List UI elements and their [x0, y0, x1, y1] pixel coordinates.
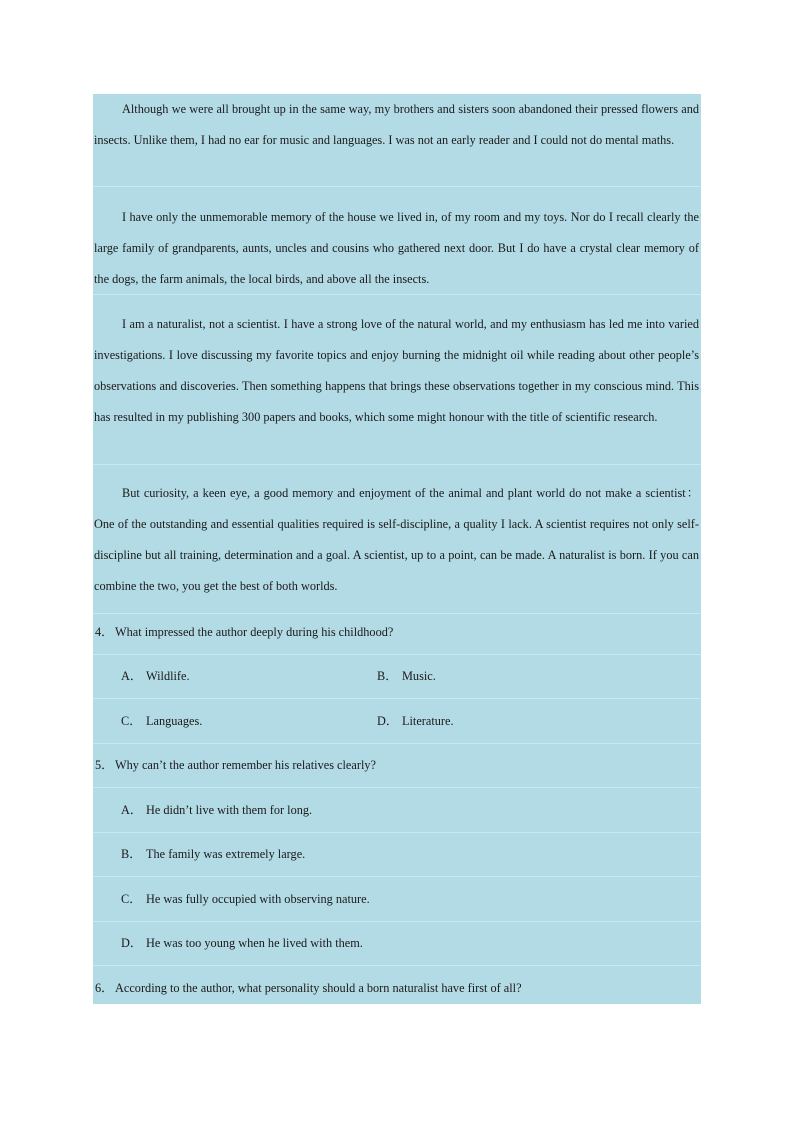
option-letter: D． — [377, 714, 399, 728]
option-c[interactable] — [121, 699, 202, 743]
passage-paragraph — [93, 309, 701, 465]
passage-paragraph — [93, 202, 701, 295]
passage-paragraph — [93, 94, 701, 187]
option-letter: A． — [121, 669, 143, 683]
option-a[interactable] — [121, 654, 190, 698]
option-text: He was fully occupied with observing nature. — [146, 892, 370, 906]
paragraph-text: I have only the unmemorable memory of the house we lived in, of my room and my toys. Nor do I recall clearly the large family of grandparents, aunts, uncles and cousins who gathered next door. But I do have a crystal clear memory of the dogs, the farm animals, the local birds, and above all the insects. — [94, 210, 699, 286]
passage-paragraph — [93, 478, 701, 614]
paragraph-text: But curiosity, a keen eye, a good memory and enjoyment of the animal and plant world do not make a scientist： One of the outstanding and essential qualities required is self-discipline, a quality I lack. A scientist requires not only self-discipline but all training, determination and a goal. A scientist, up to a point, can be made. A naturalist is born. If you can combine the two, you get the best of both worlds. — [94, 486, 699, 593]
option-b[interactable] — [377, 654, 436, 698]
option-text: He was too young when he lived with them. — [146, 936, 363, 950]
option-text: Literature. — [402, 714, 454, 728]
option-b[interactable] — [93, 832, 701, 877]
option-c[interactable] — [93, 877, 701, 922]
question-text: According to the author, what personality should a born naturalist have first of all? — [115, 981, 522, 995]
question-number: 5． — [95, 758, 114, 772]
option-text: Languages. — [146, 714, 203, 728]
option-d[interactable] — [93, 921, 701, 966]
question-5 — [93, 743, 701, 788]
paragraph-text: Although we were all brought up in the same way, my brothers and sisters soon abandoned their pressed flowers and insects. Unlike them, I had no ear for music and languages. I was not an early reader and I could not do mental maths. — [94, 102, 699, 147]
question-6 — [93, 966, 701, 1010]
option-d[interactable] — [377, 699, 454, 743]
options-row — [93, 699, 701, 744]
question-number: 6． — [95, 981, 114, 995]
option-text: He didn’t live with them for long. — [146, 803, 313, 817]
option-letter: A． — [121, 803, 143, 817]
option-letter: D． — [121, 936, 143, 950]
option-letter: C． — [121, 892, 142, 906]
option-letter: C． — [121, 714, 142, 728]
question-text: What impressed the author deeply during his childhood? — [115, 625, 394, 639]
options-row — [93, 654, 701, 699]
highlighted-document-body — [93, 94, 701, 1004]
option-text: The family was extremely large. — [146, 847, 306, 861]
option-letter: B． — [377, 669, 398, 683]
option-a[interactable] — [93, 788, 701, 833]
question-text: Why can’t the author remember his relatives clearly? — [115, 758, 376, 772]
paragraph-text: I am a naturalist, not a scientist. I have a strong love of the natural world, and my enthusiasm has led me into varied investigations. I love discussing my favorite topics and enjoy burning the midnight oil while reading about other people’s observations and discoveries. Then something happens that brings these observations together in my conscious mind. This has resulted in my publishing 300 papers and books, which some might honour with the title of scientific research. — [94, 317, 699, 424]
option-text: Music. — [402, 669, 436, 683]
option-text: Wildlife. — [146, 669, 190, 683]
option-letter: B． — [121, 847, 142, 861]
question-4 — [93, 610, 701, 655]
question-number: 4． — [95, 625, 114, 639]
